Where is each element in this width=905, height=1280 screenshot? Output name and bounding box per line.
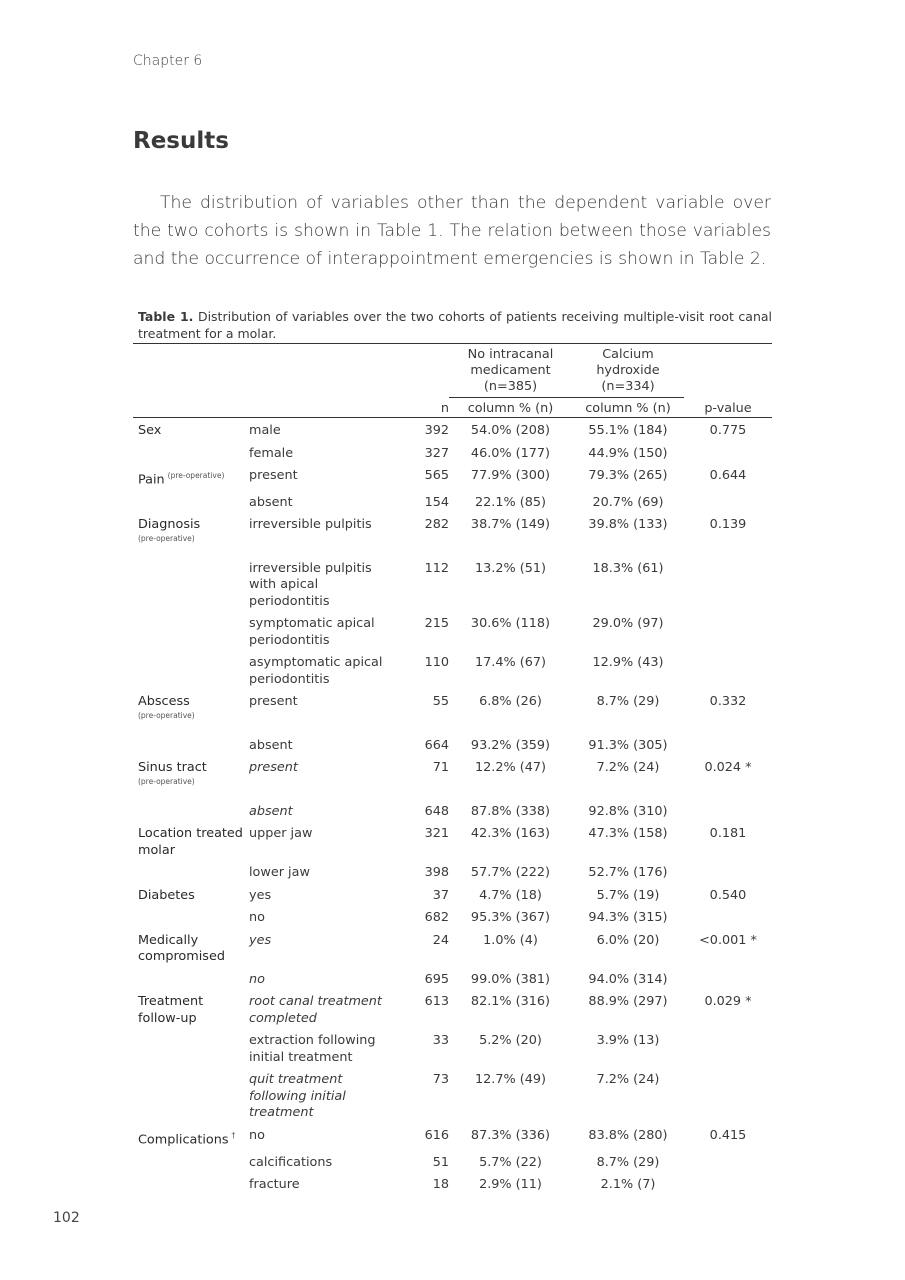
variable-label: Abscess (138, 694, 190, 710)
row-col-b: 8.7% (29) (596, 694, 660, 710)
group-b-line-3: (n=334) (601, 379, 655, 394)
row-level: no (249, 1127, 265, 1143)
row-p-value: 0.644 (709, 468, 747, 483)
row-col-a: 2.9% (11) (479, 1177, 542, 1193)
row-variable (133, 1125, 249, 1152)
row-p-value (684, 735, 772, 758)
row-col-b: 79.3% (265) (588, 468, 668, 483)
table-row (133, 823, 772, 862)
row-p-value (684, 492, 772, 515)
row-n: 392 (424, 423, 449, 438)
row-p-value (684, 862, 772, 885)
row-p-value: 0.540 (709, 887, 747, 903)
row-n: 398 (424, 865, 449, 881)
row-p-value: 0.775 (709, 423, 747, 438)
variable-superscript: (pre-operative) (167, 471, 225, 480)
row-variable (133, 801, 249, 824)
row-level: absent (249, 494, 293, 510)
row-n: 327 (424, 445, 449, 461)
table-row (133, 558, 772, 614)
row-variable (133, 862, 249, 885)
row-variable (133, 558, 249, 614)
row-col-b: 91.3% (305) (588, 737, 668, 753)
row-col-a: 57.7% (222) (470, 865, 551, 881)
row-level: irreversible pulpitis (249, 517, 372, 533)
row-p-value (684, 801, 772, 824)
table-row (133, 492, 772, 515)
row-n: 664 (424, 737, 449, 753)
row-variable (133, 969, 249, 992)
row-p-value (684, 1152, 772, 1175)
col-header-p: p-value (704, 400, 752, 416)
row-n: 71 (432, 760, 449, 776)
row-col-b: 2.1% (7) (600, 1177, 656, 1193)
row-variable (133, 907, 249, 930)
row-col-a: 4.7% (18) (479, 887, 542, 903)
row-n: 321 (424, 826, 449, 842)
variable-label: Diabetes (138, 887, 195, 903)
variable-qualifier: (pre-operative) (138, 776, 195, 786)
intro-paragraph: The distribution of variables other than the dependent variable over the two cohorts is shown in Table 1. The relation between those variables and the occurrence of interappointment emergencies is shown in Table 2. (133, 193, 771, 269)
row-col-a: 12.7% (49) (475, 1072, 546, 1088)
row-col-a: 13.2% (51) (475, 560, 546, 576)
row-level: irreversible pulpitis with apical periodontitis (249, 560, 372, 609)
row-variable (133, 1174, 249, 1197)
row-level: absent (249, 737, 293, 753)
table-1 (133, 308, 772, 1197)
table-row (133, 1125, 772, 1152)
row-col-a: 54.0% (208) (470, 423, 551, 438)
row-n: 112 (424, 560, 449, 576)
row-col-a: 12.2% (47) (475, 760, 546, 776)
row-n: 73 (432, 1072, 449, 1088)
group-a-header (449, 344, 572, 398)
group-b-line-2: hydroxide (596, 363, 660, 378)
row-col-a: 6.8% (26) (479, 694, 542, 710)
row-col-b: 88.9% (297) (588, 994, 668, 1010)
row-n: 695 (424, 971, 449, 987)
data-table (133, 343, 772, 1197)
table-body (133, 418, 772, 1197)
row-col-a: 1.0% (4) (483, 932, 538, 948)
row-n: 282 (424, 517, 449, 533)
row-level: quit treatment following initial treatment (249, 1072, 346, 1121)
variable-qualifier: (pre-operative) (138, 710, 195, 720)
row-col-b: 92.8% (310) (588, 803, 668, 819)
row-col-a: 82.1% (316) (470, 994, 551, 1010)
table-row (133, 1030, 772, 1069)
row-variable (133, 492, 249, 515)
row-variable (133, 735, 249, 758)
row-col-b: 12.9% (43) (592, 655, 664, 671)
row-col-b: 94.3% (315) (588, 910, 668, 926)
group-a-line-1: No intracanal (467, 347, 554, 362)
row-p-value (684, 652, 772, 691)
row-level: extraction following initial treatment (249, 1033, 376, 1065)
row-level: present (249, 694, 298, 710)
row-col-b: 52.7% (176) (588, 865, 668, 881)
page-number: 102 (53, 1210, 80, 1226)
variable-label: Complications (138, 1132, 229, 1148)
table-row (133, 691, 772, 735)
row-level: symptomatic apical periodontitis (249, 616, 375, 648)
row-n: 18 (432, 1177, 449, 1193)
row-p-value (684, 1030, 772, 1069)
table-row (133, 885, 772, 908)
row-n: 110 (424, 655, 449, 671)
row-level: female (249, 445, 294, 461)
row-col-b: 47.3% (158) (588, 826, 668, 842)
running-header: Chapter 6 (133, 53, 203, 69)
row-variable (133, 1069, 249, 1125)
row-p-value (684, 613, 772, 652)
row-p-value: 0.139 (709, 517, 747, 533)
row-col-b: 8.7% (29) (596, 1154, 660, 1170)
row-col-a: 5.7% (22) (479, 1154, 542, 1170)
table-row (133, 930, 772, 969)
row-col-b: 55.1% (184) (588, 423, 668, 438)
row-p-value (684, 443, 772, 466)
row-p-value: 0.415 (709, 1127, 747, 1143)
col-header-a: column % (n) (467, 401, 554, 416)
table-row (133, 991, 772, 1030)
table-row (133, 801, 772, 824)
row-col-a: 5.2% (20) (479, 1033, 542, 1049)
table-row (133, 862, 772, 885)
column-header-row (133, 398, 772, 418)
row-col-a: 38.7% (149) (470, 517, 551, 533)
table-caption (133, 308, 772, 343)
caption-text: Distribution of variables over the two cohorts of patients receiving multiple-visit root canal treatment for a molar. (138, 309, 773, 341)
row-level: calcifications (249, 1154, 333, 1170)
variable-label: Diagnosis (138, 517, 201, 533)
row-col-b: 7.2% (24) (596, 760, 660, 776)
row-col-b: 18.3% (61) (592, 560, 664, 576)
row-n: 24 (432, 932, 449, 948)
row-p-value (684, 558, 772, 614)
table-row (133, 465, 772, 492)
row-level: fracture (249, 1177, 300, 1193)
row-level: root canal treatment completed (249, 994, 382, 1026)
row-n: 616 (424, 1127, 449, 1143)
row-n: 33 (432, 1033, 449, 1049)
variable-qualifier: (pre-operative) (138, 533, 195, 543)
row-level: no (249, 971, 265, 987)
row-col-a: 17.4% (67) (475, 655, 546, 671)
row-variable (133, 514, 249, 558)
row-col-b: 5.7% (19) (596, 887, 660, 903)
variable-label: Sinus tract (138, 760, 207, 776)
row-col-a: 77.9% (300) (470, 468, 551, 483)
row-level: yes (249, 887, 272, 903)
variable-label: Pain (138, 472, 165, 488)
row-col-a: 22.1% (85) (475, 494, 546, 510)
group-a-line-3: (n=385) (483, 379, 538, 394)
row-p-value: 0.024 * (704, 760, 752, 776)
variable-label: Treatment follow-up (138, 994, 204, 1026)
row-p-value (684, 907, 772, 930)
table-row (133, 735, 772, 758)
row-variable (133, 691, 249, 735)
table-row (133, 1069, 772, 1125)
row-level: male (249, 423, 281, 438)
row-variable (133, 443, 249, 466)
table-row (133, 1152, 772, 1175)
row-n: 215 (424, 616, 449, 632)
row-col-b: 6.0% (20) (596, 932, 660, 948)
variable-superscript: † (231, 1130, 236, 1140)
row-variable (133, 652, 249, 691)
variable-label: Sex (138, 423, 162, 438)
table-row (133, 757, 772, 801)
row-col-a: 93.2% (359) (470, 737, 551, 753)
caption-label: Table 1. (138, 309, 194, 324)
table-row (133, 652, 772, 691)
row-col-b: 7.2% (24) (596, 1072, 660, 1088)
row-level: no (249, 910, 265, 926)
table-row (133, 613, 772, 652)
row-n: 37 (432, 887, 449, 903)
row-col-b: 94.0% (314) (588, 971, 668, 987)
row-level: yes (249, 932, 272, 948)
row-level: asymptomatic apical periodontitis (249, 655, 383, 687)
col-header-n: n (440, 400, 449, 416)
row-level: upper jaw (249, 826, 313, 842)
row-variable (133, 757, 249, 801)
row-n: 613 (424, 994, 449, 1010)
row-col-a: 46.0% (177) (470, 445, 551, 461)
row-col-b: 29.0% (97) (592, 616, 664, 632)
row-col-a: 95.3% (367) (470, 910, 551, 926)
row-variable (133, 465, 249, 492)
row-level: absent (249, 803, 293, 819)
group-b-header (572, 344, 684, 398)
row-level: present (249, 760, 298, 776)
group-b-line-1: Calcium (602, 347, 654, 362)
variable-label: Location treated molar (138, 826, 243, 858)
col-header-b: column % (n) (585, 401, 671, 416)
table-row (133, 443, 772, 466)
row-p-value (684, 1069, 772, 1125)
table-row (133, 1174, 772, 1197)
row-variable (133, 885, 249, 908)
row-level: present (249, 468, 298, 483)
row-col-a: 42.3% (163) (470, 826, 551, 842)
row-col-a: 87.8% (338) (470, 803, 551, 819)
row-n: 682 (424, 910, 449, 926)
row-variable (133, 1152, 249, 1175)
row-n: 55 (432, 694, 449, 710)
row-n: 154 (424, 494, 449, 510)
variable-label: Medically compromised (138, 932, 225, 965)
row-variable (133, 1030, 249, 1069)
row-col-b: 3.9% (13) (596, 1033, 660, 1049)
row-variable (133, 418, 249, 443)
row-n: 648 (424, 803, 449, 819)
row-p-value: 0.332 (709, 694, 747, 710)
row-n: 51 (432, 1154, 449, 1170)
row-p-value (684, 1174, 772, 1197)
row-variable (133, 823, 249, 862)
group-header-row (133, 344, 772, 398)
row-variable (133, 991, 249, 1030)
table-row (133, 969, 772, 992)
row-variable (133, 613, 249, 652)
row-col-a: 99.0% (381) (470, 971, 551, 987)
row-variable (133, 930, 249, 969)
row-p-value: <0.001 * (699, 932, 757, 948)
row-n: 565 (424, 468, 449, 483)
row-col-b: 44.9% (150) (588, 445, 668, 461)
row-p-value: 0.181 (709, 826, 747, 842)
row-p-value: 0.029 * (704, 994, 752, 1010)
section-title: Results (133, 128, 229, 154)
row-level: lower jaw (249, 865, 310, 881)
table-row (133, 907, 772, 930)
table-row (133, 418, 772, 443)
row-col-b: 20.7% (69) (592, 494, 664, 510)
row-col-a: 30.6% (118) (470, 616, 551, 632)
table-row (133, 514, 772, 558)
row-col-b: 83.8% (280) (588, 1127, 668, 1143)
row-p-value (684, 969, 772, 992)
group-a-line-2: medicament (470, 363, 551, 378)
row-col-b: 39.8% (133) (588, 517, 668, 533)
row-col-a: 87.3% (336) (470, 1127, 551, 1143)
